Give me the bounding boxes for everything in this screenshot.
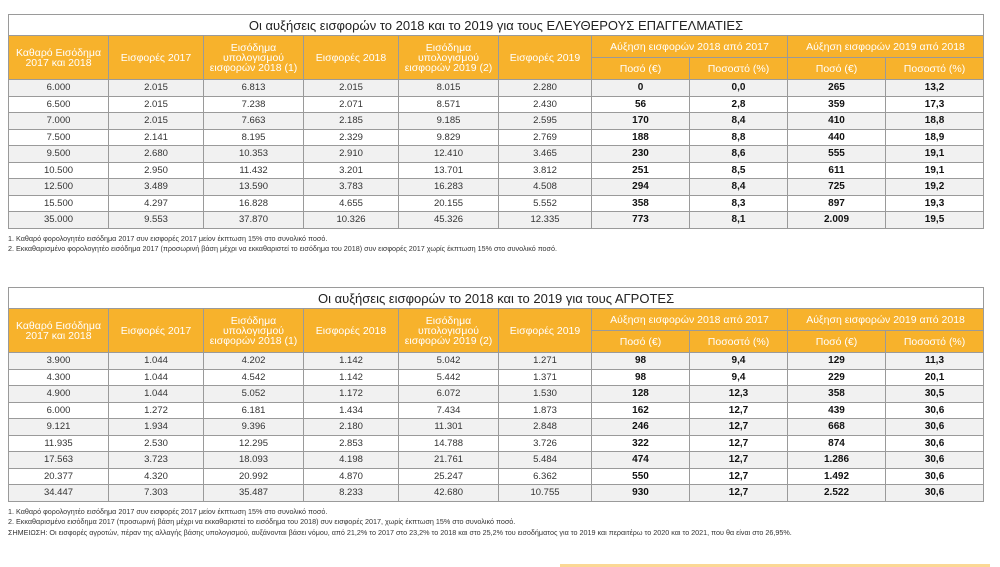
table-cell: 6.813 xyxy=(204,80,304,97)
table-row xyxy=(9,162,984,179)
table-cell: 11.432 xyxy=(204,162,304,179)
table-cell: 668 xyxy=(788,419,886,436)
table-cell: 2,8 xyxy=(690,96,788,113)
table-cell: 19,1 xyxy=(886,146,984,163)
table-cell: 2.680 xyxy=(109,146,204,163)
table-cell: 550 xyxy=(592,468,690,485)
table-row xyxy=(9,195,984,212)
col-header-contrib-2018: Εισφορές 2018 xyxy=(304,36,399,80)
table-cell: 4.870 xyxy=(304,468,399,485)
table-cell: 129 xyxy=(788,353,886,370)
table-row xyxy=(9,369,984,386)
table-row xyxy=(9,129,984,146)
table-cell: 1.142 xyxy=(304,369,399,386)
table-cell: 5.552 xyxy=(499,195,592,212)
table-cell: 10.500 xyxy=(9,162,109,179)
table-row xyxy=(9,212,984,229)
note: 1. Καθαρό φορολογητέο εισόδημα 2017 συν εισφορές 2017 μείον έκπτωση 15% στο συνολικό ποσό. xyxy=(8,506,328,516)
table-cell: 294 xyxy=(592,179,690,196)
table-cell: 4.297 xyxy=(109,195,204,212)
table-cell: 35.000 xyxy=(9,212,109,229)
table-row xyxy=(9,485,984,502)
col-header-base-2019: Εισόδημα υπολογισμού εισφορών 2019 (2) xyxy=(399,36,499,80)
table-cell: 30,6 xyxy=(886,435,984,452)
table-cell: 2.015 xyxy=(109,113,204,130)
table-cell: 9.553 xyxy=(109,212,204,229)
table-notes xyxy=(8,507,983,539)
table-cell: 2.848 xyxy=(499,419,592,436)
table-cell: 13.590 xyxy=(204,179,304,196)
table-cell: 20.992 xyxy=(204,468,304,485)
table-row xyxy=(9,468,984,485)
table-cell: 4.900 xyxy=(9,386,109,403)
table-cell: 18,8 xyxy=(886,113,984,130)
col-header-percent: Ποσοστό (%) xyxy=(886,331,984,353)
table-cell: 12,7 xyxy=(690,402,788,419)
col-group-increase-2019: Αύξηση εισφορών 2019 από 2018 xyxy=(788,36,984,58)
table-cell: 3.783 xyxy=(304,179,399,196)
table-cell: 16.283 xyxy=(399,179,499,196)
table-cell: 20,1 xyxy=(886,369,984,386)
table-cell: 2.071 xyxy=(304,96,399,113)
col-group-increase-2018: Αύξηση εισφορών 2018 από 2017 xyxy=(592,309,788,331)
table-cell: 1.044 xyxy=(109,369,204,386)
table-cell: 773 xyxy=(592,212,690,229)
table-cell: 2.015 xyxy=(109,96,204,113)
col-header-contrib-2017: Εισφορές 2017 xyxy=(109,36,204,80)
table-cell: 4.300 xyxy=(9,369,109,386)
table-cell: 30,5 xyxy=(886,386,984,403)
table-body xyxy=(9,80,984,229)
col-header-percent: Ποσοστό (%) xyxy=(690,58,788,80)
table-cell: 8,4 xyxy=(690,113,788,130)
table-cell: 6.072 xyxy=(399,386,499,403)
table-cell: 18,9 xyxy=(886,129,984,146)
table-cell: 8.571 xyxy=(399,96,499,113)
table-cell: 16.828 xyxy=(204,195,304,212)
table-cell: 3.812 xyxy=(499,162,592,179)
table-cell: 11.935 xyxy=(9,435,109,452)
col-header-amount: Ποσό (€) xyxy=(592,58,690,80)
table-cell: 10.326 xyxy=(304,212,399,229)
table-title: Οι αυξήσεις εισφορών το 2018 και το 2019 για τους ΑΓΡΟΤΕΣ xyxy=(9,288,984,309)
table-cell: 4.202 xyxy=(204,353,304,370)
table-cell: 19,1 xyxy=(886,162,984,179)
table-cell: 128 xyxy=(592,386,690,403)
table-cell: 2.769 xyxy=(499,129,592,146)
table-cell: 10.755 xyxy=(499,485,592,502)
table-cell: 13,2 xyxy=(886,80,984,97)
table-cell: 1.286 xyxy=(788,452,886,469)
col-header-amount: Ποσό (€) xyxy=(788,331,886,353)
table-cell: 1.530 xyxy=(499,386,592,403)
table-cell: 2.180 xyxy=(304,419,399,436)
table-cell: 246 xyxy=(592,419,690,436)
table-cell: 12,7 xyxy=(690,435,788,452)
col-header-contrib-2019: Εισφορές 2019 xyxy=(499,309,592,353)
table-cell: 2.522 xyxy=(788,485,886,502)
table-notes xyxy=(8,234,983,255)
col-group-increase-2019: Αύξηση εισφορών 2019 από 2018 xyxy=(788,309,984,331)
table-cell: 12,7 xyxy=(690,485,788,502)
table-row xyxy=(9,146,984,163)
table-cell: 1.371 xyxy=(499,369,592,386)
table-cell: 5.442 xyxy=(399,369,499,386)
table-cell: 358 xyxy=(788,386,886,403)
table-cell: 98 xyxy=(592,369,690,386)
col-header-base-2018: Εισόδημα υπολογισμού εισφορών 2018 (1) xyxy=(204,36,304,80)
table-cell: 3.723 xyxy=(109,452,204,469)
table-cell: 0,0 xyxy=(690,80,788,97)
table-cell: 9.500 xyxy=(9,146,109,163)
table-cell: 10.353 xyxy=(204,146,304,163)
table-cell: 56 xyxy=(592,96,690,113)
table-cell: 9.185 xyxy=(399,113,499,130)
table-cell: 12,3 xyxy=(690,386,788,403)
table-cell: 34.447 xyxy=(9,485,109,502)
table-cell: 8,3 xyxy=(690,195,788,212)
table-cell: 2.015 xyxy=(109,80,204,97)
table-cell: 1.873 xyxy=(499,402,592,419)
table-cell: 21.761 xyxy=(399,452,499,469)
table-cell: 410 xyxy=(788,113,886,130)
table-cell: 8.233 xyxy=(304,485,399,502)
table-cell: 1.044 xyxy=(109,386,204,403)
table-cell: 5.052 xyxy=(204,386,304,403)
table-cell: 12.335 xyxy=(499,212,592,229)
table-cell: 4.542 xyxy=(204,369,304,386)
table-cell: 13.701 xyxy=(399,162,499,179)
table-cell: 1.492 xyxy=(788,468,886,485)
table-cell: 474 xyxy=(592,452,690,469)
table-cell: 20.377 xyxy=(9,468,109,485)
table-cell: 439 xyxy=(788,402,886,419)
table-cell: 12,7 xyxy=(690,452,788,469)
table-cell: 2.910 xyxy=(304,146,399,163)
freelancers-contributions-table xyxy=(8,14,984,229)
table-cell: 6.362 xyxy=(499,468,592,485)
table-cell: 17,3 xyxy=(886,96,984,113)
table-cell: 611 xyxy=(788,162,886,179)
table-title: Οι αυξήσεις εισφορών το 2018 και το 2019 για τους ΕΛΕΥΘΕΡΟΥΣ ΕΠΑΓΓΕΛΜΑΤΙΕΣ xyxy=(9,15,984,36)
table-cell: 2.185 xyxy=(304,113,399,130)
table-cell: 3.489 xyxy=(109,179,204,196)
table-cell: 188 xyxy=(592,129,690,146)
table-cell: 440 xyxy=(788,129,886,146)
table-cell: 7.500 xyxy=(9,129,109,146)
table-cell: 30,6 xyxy=(886,402,984,419)
table-cell: 12,7 xyxy=(690,468,788,485)
table-cell: 1.272 xyxy=(109,402,204,419)
table-cell: 25.247 xyxy=(399,468,499,485)
col-header-contrib-2018: Εισφορές 2018 xyxy=(304,309,399,353)
table-row xyxy=(9,452,984,469)
table-cell: 555 xyxy=(788,146,886,163)
table-cell: 30,6 xyxy=(886,419,984,436)
table-cell: 0 xyxy=(592,80,690,97)
table-cell: 19,5 xyxy=(886,212,984,229)
table-cell: 7.663 xyxy=(204,113,304,130)
table-cell: 11.301 xyxy=(399,419,499,436)
table-cell: 359 xyxy=(788,96,886,113)
table-cell: 19,2 xyxy=(886,179,984,196)
table-cell: 8,4 xyxy=(690,179,788,196)
table-cell: 17.563 xyxy=(9,452,109,469)
table-cell: 874 xyxy=(788,435,886,452)
table-cell: 8,6 xyxy=(690,146,788,163)
table-cell: 3.900 xyxy=(9,353,109,370)
farmers-contributions-table xyxy=(8,287,984,502)
table-row xyxy=(9,435,984,452)
table-cell: 1.142 xyxy=(304,353,399,370)
table-cell: 2.950 xyxy=(109,162,204,179)
table-cell: 9.829 xyxy=(399,129,499,146)
table-cell: 30,6 xyxy=(886,485,984,502)
table-cell: 930 xyxy=(592,485,690,502)
table-row xyxy=(9,179,984,196)
table-row xyxy=(9,402,984,419)
note: ΣΗΜΕΙΩΣΗ: Οι εισφορές αγροτών, πέραν της αλλαγής βάσης υπολογισμού, αυξάνονται βάσει νόμου, από 21,2% το 2017 στο 23,2% το 2018 και στο 25,2% του εισοδήματος για το 2019 και περαιτέρω το 2020 και το 2021, που θα είναι στο 26,95%. xyxy=(8,527,792,537)
table-cell: 9.121 xyxy=(9,419,109,436)
note: 1. Καθαρό φορολογητέο εισόδημα 2017 συν εισφορές 2017 μείον έκπτωση 15% στο συνολικό ποσό. xyxy=(8,233,328,243)
table-cell: 358 xyxy=(592,195,690,212)
table-cell: 897 xyxy=(788,195,886,212)
table-cell: 2.595 xyxy=(499,113,592,130)
table-cell: 322 xyxy=(592,435,690,452)
table-cell: 8,5 xyxy=(690,162,788,179)
col-header-base-2019: Εισόδημα υπολογισμού εισφορών 2019 (2) xyxy=(399,309,499,353)
table-cell: 6.000 xyxy=(9,402,109,419)
table-cell: 8.015 xyxy=(399,80,499,97)
table-cell: 4.320 xyxy=(109,468,204,485)
table-cell: 4.655 xyxy=(304,195,399,212)
table-cell: 12,7 xyxy=(690,419,788,436)
table-cell: 5.484 xyxy=(499,452,592,469)
table-cell: 19,3 xyxy=(886,195,984,212)
table-cell: 725 xyxy=(788,179,886,196)
table-cell: 162 xyxy=(592,402,690,419)
table-cell: 42.680 xyxy=(399,485,499,502)
table-cell: 1.172 xyxy=(304,386,399,403)
col-header-income: Καθαρό Εισόδημα 2017 και 2018 xyxy=(9,36,109,80)
table-cell: 9.396 xyxy=(204,419,304,436)
table-cell: 1.434 xyxy=(304,402,399,419)
table-row xyxy=(9,113,984,130)
table-cell: 3.465 xyxy=(499,146,592,163)
table-cell: 14.788 xyxy=(399,435,499,452)
table-row xyxy=(9,96,984,113)
note: 2. Εκκαθαρισμένο φορολογητέο εισόδημα 2017 (προσωρινή βάση μέχρι να εκκαθαριστεί το εισόδημα του 2018) συν εισφορές 2017 χωρίς έκπτωση 15% στο συνολικό ποσό. xyxy=(8,244,557,253)
table-cell: 229 xyxy=(788,369,886,386)
table-cell: 12.500 xyxy=(9,179,109,196)
table-cell: 35.487 xyxy=(204,485,304,502)
table-body xyxy=(9,353,984,502)
table-cell: 8,1 xyxy=(690,212,788,229)
table-cell: 7.238 xyxy=(204,96,304,113)
col-header-base-2018: Εισόδημα υπολογισμού εισφορών 2018 (1) xyxy=(204,309,304,353)
table-cell: 265 xyxy=(788,80,886,97)
table-cell: 12.410 xyxy=(399,146,499,163)
table-cell: 6.500 xyxy=(9,96,109,113)
table-cell: 8.195 xyxy=(204,129,304,146)
table-cell: 2.009 xyxy=(788,212,886,229)
table-cell: 2.141 xyxy=(109,129,204,146)
table-cell: 98 xyxy=(592,353,690,370)
farmers-table-block xyxy=(8,287,983,538)
table-cell: 7.000 xyxy=(9,113,109,130)
table-cell: 4.508 xyxy=(499,179,592,196)
table-cell: 1.271 xyxy=(499,353,592,370)
table-cell: 20.155 xyxy=(399,195,499,212)
col-header-percent: Ποσοστό (%) xyxy=(690,331,788,353)
table-row xyxy=(9,80,984,97)
table-cell: 251 xyxy=(592,162,690,179)
table-cell: 30,6 xyxy=(886,468,984,485)
col-header-income: Καθαρό Εισόδημα 2017 και 2018 xyxy=(9,309,109,353)
col-group-increase-2018: Αύξηση εισφορών 2018 από 2017 xyxy=(592,36,788,58)
table-cell: 2.280 xyxy=(499,80,592,97)
table-row xyxy=(9,386,984,403)
table-cell: 4.198 xyxy=(304,452,399,469)
table-cell: 15.500 xyxy=(9,195,109,212)
table-cell: 7.434 xyxy=(399,402,499,419)
col-header-amount: Ποσό (€) xyxy=(788,58,886,80)
table-cell: 2.015 xyxy=(304,80,399,97)
table-row xyxy=(9,419,984,436)
table-cell: 6.000 xyxy=(9,80,109,97)
table-cell: 2.530 xyxy=(109,435,204,452)
table-cell: 2.430 xyxy=(499,96,592,113)
table-cell: 1.934 xyxy=(109,419,204,436)
table-cell: 3.726 xyxy=(499,435,592,452)
table-cell: 30,6 xyxy=(886,452,984,469)
table-cell: 170 xyxy=(592,113,690,130)
note: 2. Εκκαθαρισμένο εισόδημα 2017 (προσωρινή βάση μέχρι να εκκαθαριστεί το εισόδημα του 2018) συν εισφορές 2017, χωρίς έκπτωση 15% στο συνολικό ποσό. xyxy=(8,517,516,526)
table-cell: 2.853 xyxy=(304,435,399,452)
table-cell: 37.870 xyxy=(204,212,304,229)
table-cell: 9,4 xyxy=(690,353,788,370)
table-cell: 2.329 xyxy=(304,129,399,146)
table-cell: 230 xyxy=(592,146,690,163)
col-header-amount: Ποσό (€) xyxy=(592,331,690,353)
table-row xyxy=(9,353,984,370)
table-cell: 45.326 xyxy=(399,212,499,229)
table-cell: 9,4 xyxy=(690,369,788,386)
col-header-contrib-2017: Εισφορές 2017 xyxy=(109,309,204,353)
table-cell: 12.295 xyxy=(204,435,304,452)
table-cell: 11,3 xyxy=(886,353,984,370)
table-cell: 18.093 xyxy=(204,452,304,469)
table-cell: 3.201 xyxy=(304,162,399,179)
table-cell: 5.042 xyxy=(399,353,499,370)
table-cell: 8,8 xyxy=(690,129,788,146)
table-cell: 7.303 xyxy=(109,485,204,502)
col-header-percent: Ποσοστό (%) xyxy=(886,58,984,80)
col-header-contrib-2019: Εισφορές 2019 xyxy=(499,36,592,80)
table-cell: 1.044 xyxy=(109,353,204,370)
table-cell: 6.181 xyxy=(204,402,304,419)
freelancers-table-block xyxy=(8,14,983,255)
